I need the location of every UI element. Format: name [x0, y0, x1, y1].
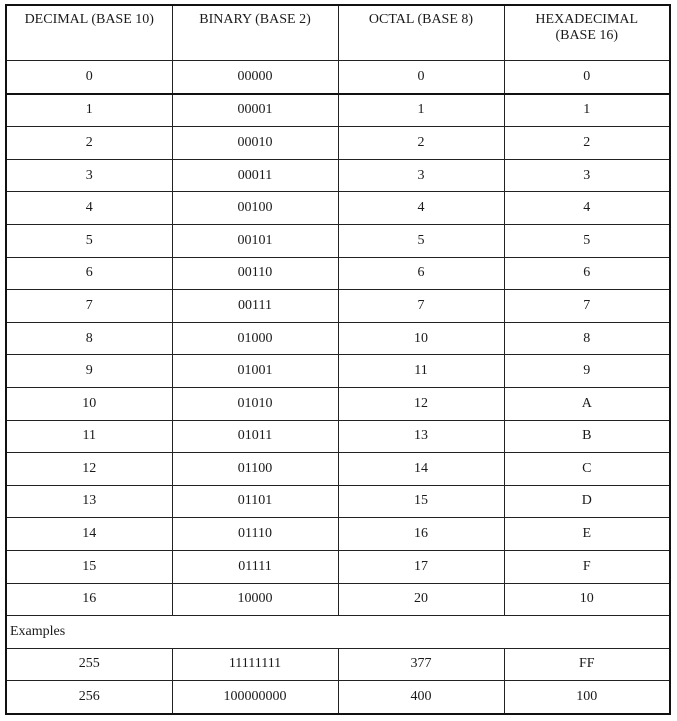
octal-cell: 2 — [338, 127, 504, 160]
hex-cell: B — [504, 420, 670, 453]
hex-cell: 2 — [504, 127, 670, 160]
binary-cell: 00010 — [172, 127, 338, 160]
decimal-cell: 13 — [6, 485, 172, 518]
binary-cell: 01011 — [172, 420, 338, 453]
table-row — [6, 355, 670, 388]
binary-cell: 11111111 — [172, 648, 338, 681]
table-header — [6, 5, 670, 61]
hex-cell: 10 — [504, 583, 670, 616]
decimal-cell: 0 — [6, 61, 172, 94]
table-row — [6, 192, 670, 225]
decimal-cell: 7 — [6, 290, 172, 323]
table-row — [6, 322, 670, 355]
octal-cell: 17 — [338, 550, 504, 583]
decimal-cell: 15 — [6, 550, 172, 583]
hex-cell: 100 — [504, 681, 670, 714]
hex-cell: F — [504, 550, 670, 583]
binary-cell: 00011 — [172, 159, 338, 192]
hex-cell: 9 — [504, 355, 670, 388]
binary-cell: 00111 — [172, 290, 338, 323]
hex-cell: A — [504, 387, 670, 420]
octal-cell: 400 — [338, 681, 504, 714]
binary-cell: 00110 — [172, 257, 338, 290]
header-row — [6, 5, 670, 61]
table-row — [6, 127, 670, 160]
header-binary: BINARY (BASE 2) — [172, 5, 338, 61]
decimal-cell: 12 — [6, 453, 172, 486]
binary-cell: 00101 — [172, 224, 338, 257]
octal-cell: 16 — [338, 518, 504, 551]
decimal-cell: 14 — [6, 518, 172, 551]
decimal-cell: 5 — [6, 224, 172, 257]
number-base-conversion-table — [5, 4, 671, 715]
octal-cell: 1 — [338, 94, 504, 127]
binary-cell: 01101 — [172, 485, 338, 518]
octal-cell: 3 — [338, 159, 504, 192]
hex-cell: 1 — [504, 94, 670, 127]
hex-cell: E — [504, 518, 670, 551]
example-row — [6, 681, 670, 714]
table-row — [6, 420, 670, 453]
decimal-cell: 11 — [6, 420, 172, 453]
octal-cell: 13 — [338, 420, 504, 453]
hex-cell: 8 — [504, 322, 670, 355]
binary-cell: 00000 — [172, 61, 338, 94]
decimal-cell: 9 — [6, 355, 172, 388]
header-hexadecimal-line2: (BASE 16) — [555, 28, 619, 44]
example-row — [6, 648, 670, 681]
table-row — [6, 159, 670, 192]
decimal-cell: 255 — [6, 648, 172, 681]
header-hexadecimal-line1: HEXADECIMAL — [535, 12, 639, 27]
decimal-cell: 2 — [6, 127, 172, 160]
hex-cell: 5 — [504, 224, 670, 257]
octal-cell: 6 — [338, 257, 504, 290]
octal-cell: 5 — [338, 224, 504, 257]
octal-cell: 7 — [338, 290, 504, 323]
table-row — [6, 550, 670, 583]
hex-cell: 3 — [504, 159, 670, 192]
decimal-cell: 10 — [6, 387, 172, 420]
number-base-table-container — [5, 4, 669, 715]
binary-cell: 01010 — [172, 387, 338, 420]
binary-cell: 01100 — [172, 453, 338, 486]
examples-label-row — [6, 616, 670, 649]
table-row — [6, 290, 670, 323]
decimal-cell: 8 — [6, 322, 172, 355]
header-decimal: DECIMAL (BASE 10) — [6, 5, 172, 61]
header-octal: OCTAL (BASE 8) — [338, 5, 504, 61]
table-row — [6, 453, 670, 486]
hex-cell: 0 — [504, 61, 670, 94]
decimal-cell: 1 — [6, 94, 172, 127]
octal-cell: 377 — [338, 648, 504, 681]
octal-cell: 11 — [338, 355, 504, 388]
hex-cell: C — [504, 453, 670, 486]
decimal-cell: 256 — [6, 681, 172, 714]
table-row — [6, 257, 670, 290]
binary-cell: 01000 — [172, 322, 338, 355]
table-row — [6, 485, 670, 518]
hex-cell: 4 — [504, 192, 670, 225]
decimal-cell: 4 — [6, 192, 172, 225]
octal-cell: 0 — [338, 61, 504, 94]
binary-cell: 01001 — [172, 355, 338, 388]
table-row — [6, 518, 670, 551]
decimal-cell: 16 — [6, 583, 172, 616]
binary-cell: 10000 — [172, 583, 338, 616]
binary-cell: 00001 — [172, 94, 338, 127]
table-row — [6, 224, 670, 257]
binary-cell: 100000000 — [172, 681, 338, 714]
table-row — [6, 387, 670, 420]
binary-cell: 01110 — [172, 518, 338, 551]
octal-cell: 14 — [338, 453, 504, 486]
table-body — [6, 61, 670, 715]
octal-cell: 12 — [338, 387, 504, 420]
table-row — [6, 94, 670, 127]
binary-cell: 01111 — [172, 550, 338, 583]
octal-cell: 15 — [338, 485, 504, 518]
examples-label: Examples — [6, 616, 670, 649]
hex-cell: 7 — [504, 290, 670, 323]
octal-cell: 20 — [338, 583, 504, 616]
header-hexadecimal — [504, 5, 670, 61]
decimal-cell: 6 — [6, 257, 172, 290]
table-row — [6, 61, 670, 94]
hex-cell: 6 — [504, 257, 670, 290]
decimal-cell: 3 — [6, 159, 172, 192]
table-row — [6, 583, 670, 616]
hex-cell: FF — [504, 648, 670, 681]
octal-cell: 4 — [338, 192, 504, 225]
hex-cell: D — [504, 485, 670, 518]
binary-cell: 00100 — [172, 192, 338, 225]
octal-cell: 10 — [338, 322, 504, 355]
